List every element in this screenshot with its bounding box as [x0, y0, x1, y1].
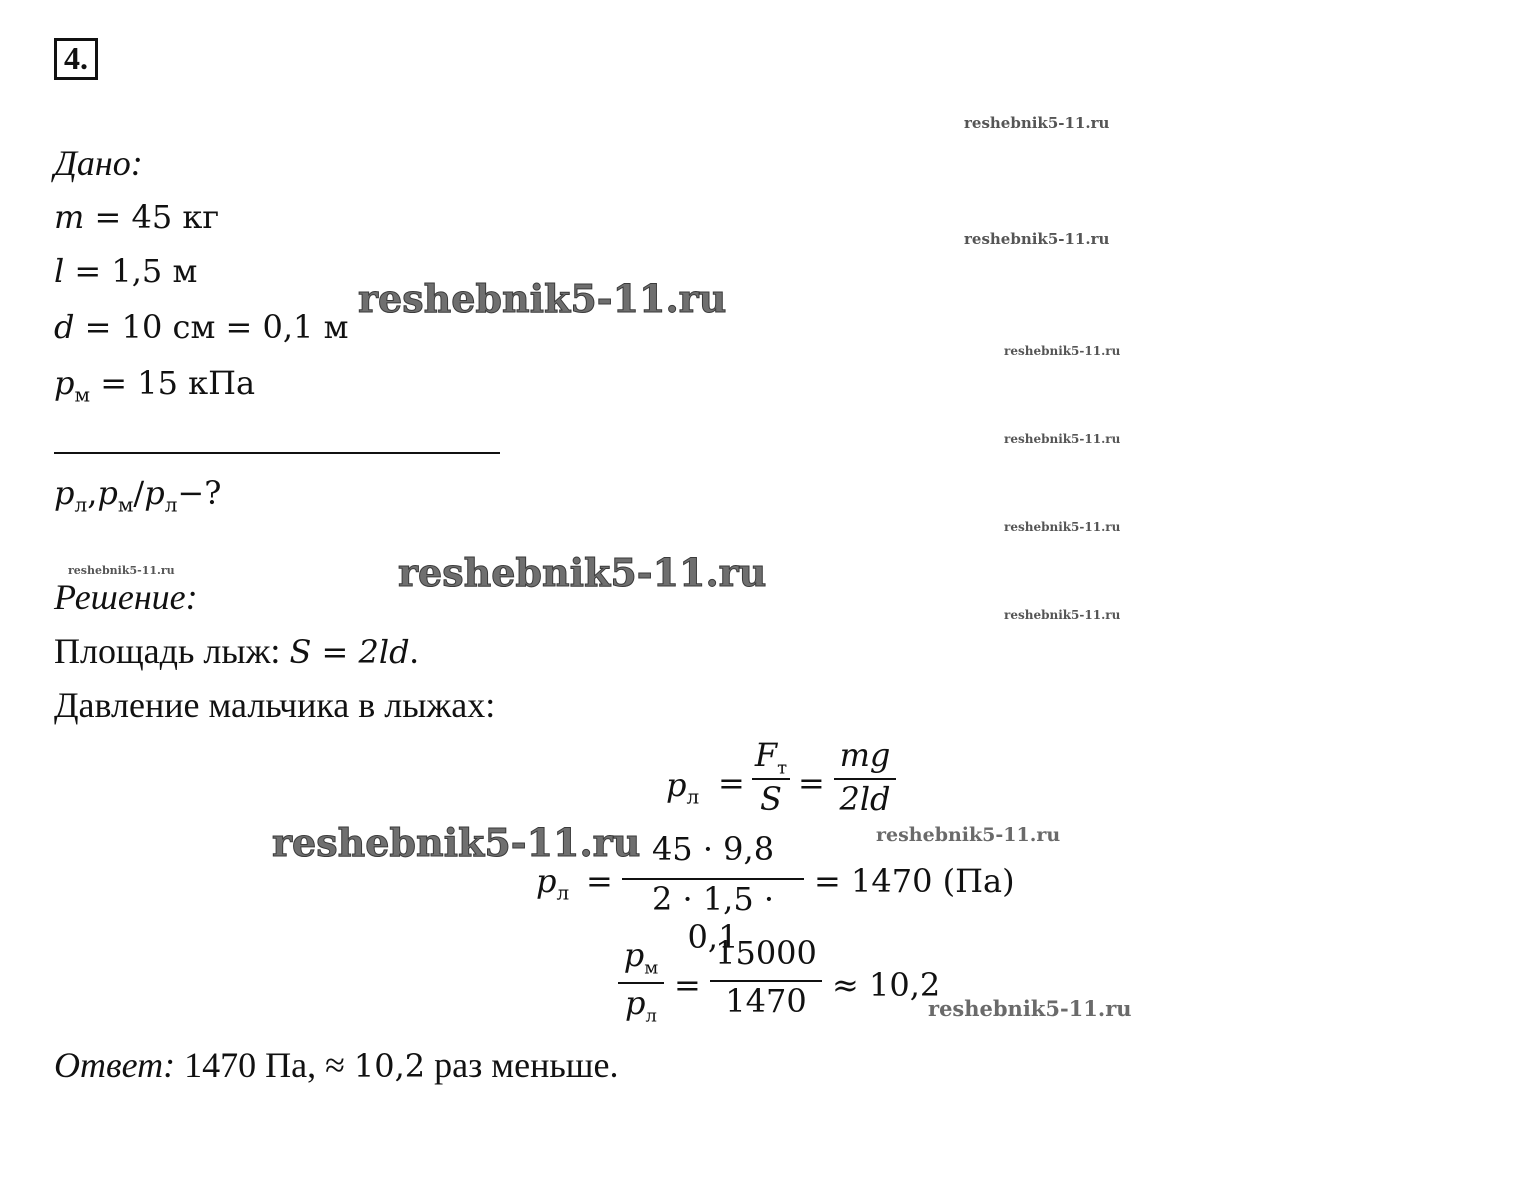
formula3-result: ≈ 10,2: [832, 966, 941, 1004]
watermark: reshebnik5-11.ru: [1004, 608, 1121, 622]
formula3-frac2-num: 15000: [715, 934, 817, 972]
formula1-frac1-den: S: [760, 780, 782, 818]
watermark: reshebnik5-11.ru: [876, 824, 1061, 846]
formula1-eq2: =: [798, 764, 825, 802]
area-line: Площадь лыж: S = 2ld.: [54, 631, 419, 671]
formula2-eq: =: [586, 862, 613, 900]
watermark: reshebnik5-11.ru: [1004, 432, 1121, 446]
formula1-eq1: =: [718, 764, 745, 802]
solution-heading: Решение:: [54, 577, 198, 617]
given-length: l = 1,5 м: [54, 252, 198, 290]
formula3-frac1-den: $p_л$: [625, 984, 657, 1027]
formula3-frac1: [618, 936, 664, 1026]
formula1-lhs: $p_л$: [666, 766, 700, 809]
given-width: d = 10 см = 0,1 м: [54, 308, 349, 346]
formula2-result: = 1470 (Па): [814, 862, 1015, 900]
formula2-lhs: $p_л$: [536, 862, 570, 905]
watermark: reshebnik5-11.ru: [358, 276, 727, 321]
formula3-eq: =: [674, 966, 701, 1004]
given-divider: [54, 452, 500, 454]
watermark: reshebnik5-11.ru: [1004, 520, 1121, 534]
given-heading: Дано:: [54, 143, 143, 183]
watermark: reshebnik5-11.ru: [964, 114, 1110, 132]
find-line: $p_л,p_м/p_л-$?: [54, 474, 222, 517]
formula3-frac2-den: 1470: [725, 982, 807, 1020]
watermark: reshebnik5-11.ru: [964, 230, 1110, 248]
formula1-frac2-den: 2ld: [839, 780, 891, 818]
given-mass: m = 45 кг: [54, 198, 220, 236]
formula3-frac1-num: $p_м$: [623, 936, 659, 979]
watermark: reshebnik5-11.ru: [398, 550, 767, 595]
given-pressure: $p_м = 15$ кПа: [54, 364, 256, 407]
formula1-frac1: [752, 736, 790, 818]
watermark: reshebnik5-11.ru: [272, 820, 641, 865]
formula3-frac2: [710, 934, 822, 1020]
watermark: reshebnik5-11.ru: [928, 996, 1132, 1021]
formula2-den: 2 · 1,5 · 0,1: [651, 880, 775, 956]
watermark: reshebnik5-11.ru: [1004, 344, 1121, 358]
formula1-frac2-num: mg: [839, 736, 891, 774]
watermark: reshebnik5-11.ru: [68, 564, 175, 577]
pressure-line: Давление мальчика в лыжах:: [54, 685, 496, 725]
formula2-num: 45 · 9,8: [651, 830, 775, 868]
formula1-frac2: [834, 736, 896, 818]
problem-number: 4.: [64, 40, 88, 76]
formula1-frac1-num: $F_т$: [754, 736, 788, 779]
answer-line: Ответ: 1470 Па, ≈ 10,2 раз меньше.: [54, 1045, 619, 1085]
